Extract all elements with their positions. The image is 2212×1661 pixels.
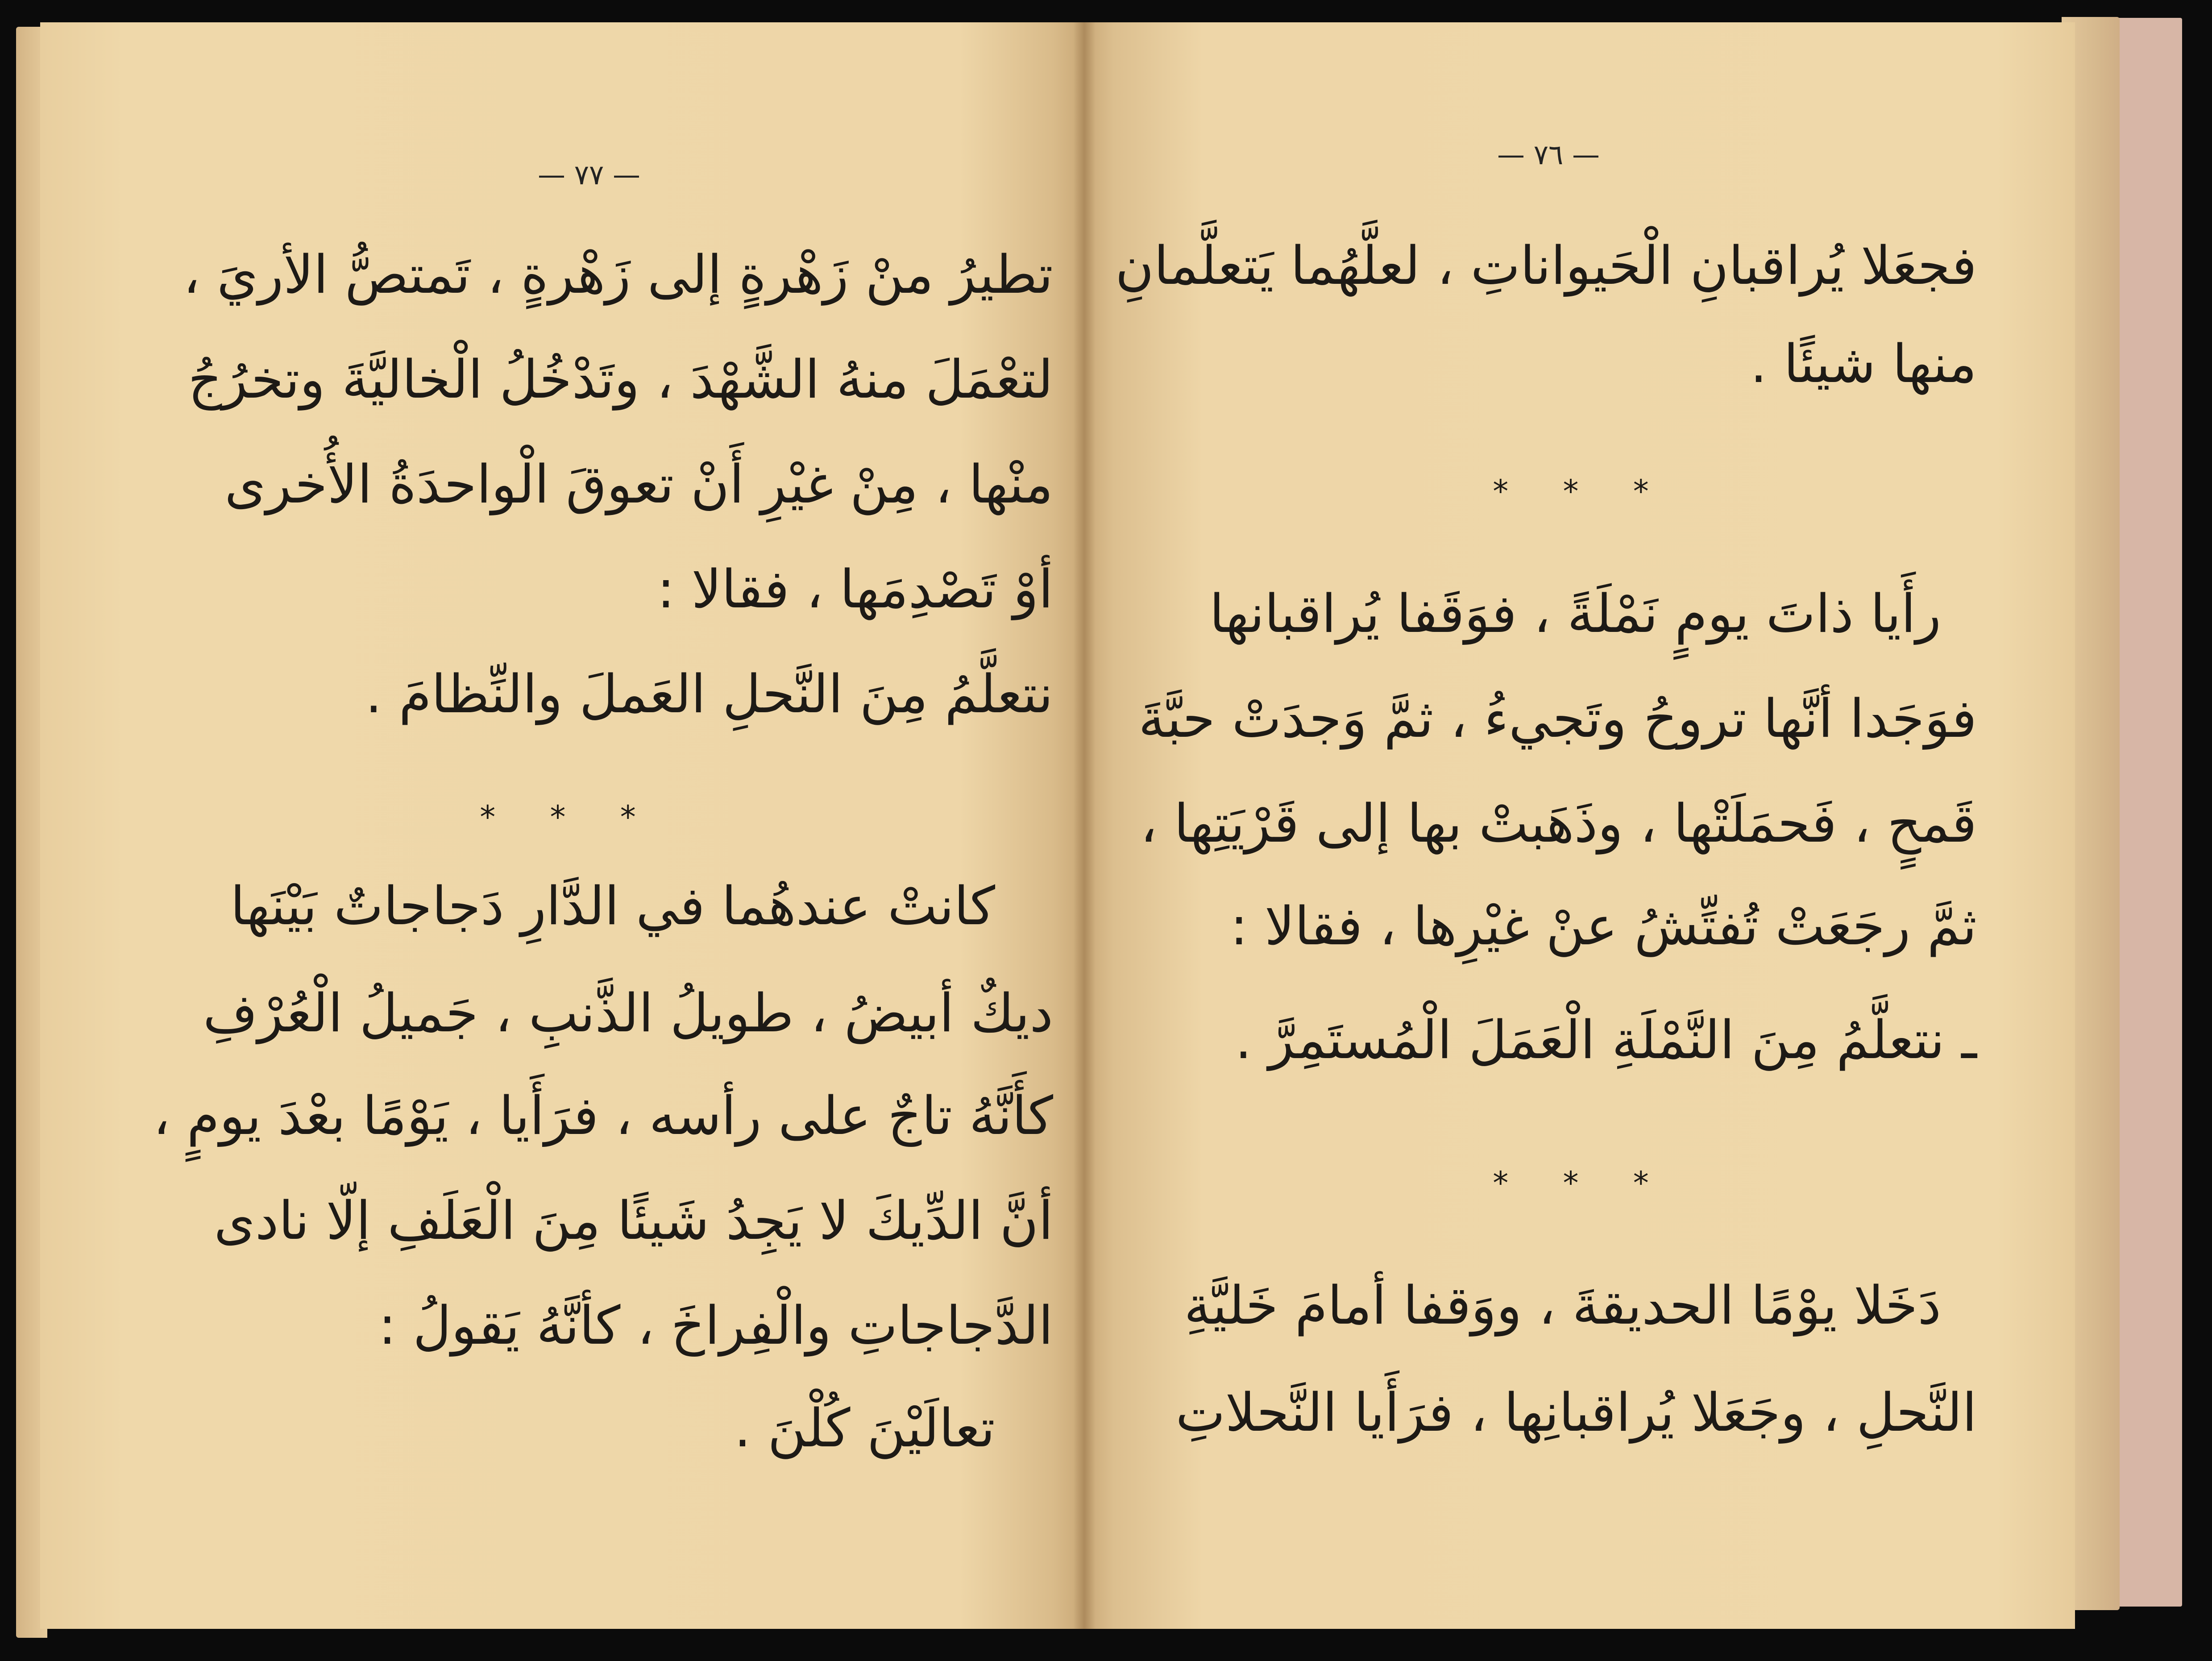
page-number-right: — ٧٦ — <box>1497 138 1600 171</box>
text-line: دَخَلا يوْمًا الحديقةَ ، ووَقفا أمامَ خَليَّةِ <box>1184 1275 1941 1336</box>
text-line: كأَنَّهُ تاجٌ على رأسه ، فرَأَيا ، يَوْمًا بعْدَ يومٍ ، <box>153 1085 1053 1146</box>
text-line: تطيرُ منْ زَهْرةٍ إلى زَهْرةٍ ، تَمتصُّ الأريَ ، <box>183 244 1053 305</box>
text-line: قَمحٍ ، فَحمَلَتْها ، وذَهَبتْ بها إلى قَرْيَتِها ، <box>1140 793 1977 854</box>
section-separator: * * * <box>1493 1165 1671 1201</box>
text-line: ثمَّ رجَعَتْ تُفتِّشُ عنْ غيْرِها ، فقالا : <box>1230 895 1977 957</box>
section-separator: * * * <box>480 799 658 835</box>
text-line: فوَجَدا أنَّها تروحُ وتَجيءُ ، ثمَّ وَجدَتْ حبَّةَ <box>1138 688 1977 749</box>
text-line: أوْ تَصْدِمَها ، فقالا : <box>657 558 1053 620</box>
text-line: منْها ، مِنْ غيْرِ أَنْ تعوقَ الْواحدَةُ الأُخرى <box>224 453 1053 515</box>
section-separator: * * * <box>1493 473 1671 510</box>
text-line: رأَيا ذاتَ يومٍ نَمْلَةً ، فوَقَفا يُراقبانها <box>1209 583 1941 644</box>
text-line: كانتْ عندهُما في الدَّارِ دَجاجاتٌ بَيْنَها <box>230 875 995 937</box>
text-line: منها شيئًا . <box>1750 333 1977 394</box>
book-gutter <box>1073 22 1096 1629</box>
text-line: الدَّجاجاتِ والْفِراخَ ، كأنَّهُ يَقولُ : <box>378 1295 1053 1356</box>
text-line: تعالَيْنَ كُلْنَ . <box>734 1397 995 1459</box>
text-line: نتعلَّمُ مِنَ النَّحلِ العَملَ والنِّظامَ . <box>365 663 1053 725</box>
text-line: أنَّ الدِّيكَ لا يَجِدُ شَيئًا مِنَ الْعَلَفِ إلّا نادى <box>214 1190 1053 1251</box>
text-line: فجعَلا يُراقبانِ الْحَيواناتِ ، لعلَّهُما يَتعلَّمانِ <box>1115 235 1977 296</box>
text-line: لتعْمَلَ منهُ الشَّهْدَ ، وتَدْخُلُ الْخاليَّةَ وتخرُجُ <box>188 349 1053 410</box>
text-line: النَّحلِ ، وجَعَلا يُراقبانِها ، فرَأَيا النَّحلاتِ <box>1175 1382 1977 1443</box>
page-number-left: — ٧٧ — <box>537 158 641 191</box>
text-line: ـ نتعلَّمُ مِنَ النَّمْلَةِ الْعَمَلَ الْمُستَمِرَّ . <box>1235 1009 1977 1071</box>
text-line: ديكٌ أبيضُ ، طويلُ الذَّنبِ ، جَميلُ الْعُرْفِ <box>203 982 1053 1044</box>
